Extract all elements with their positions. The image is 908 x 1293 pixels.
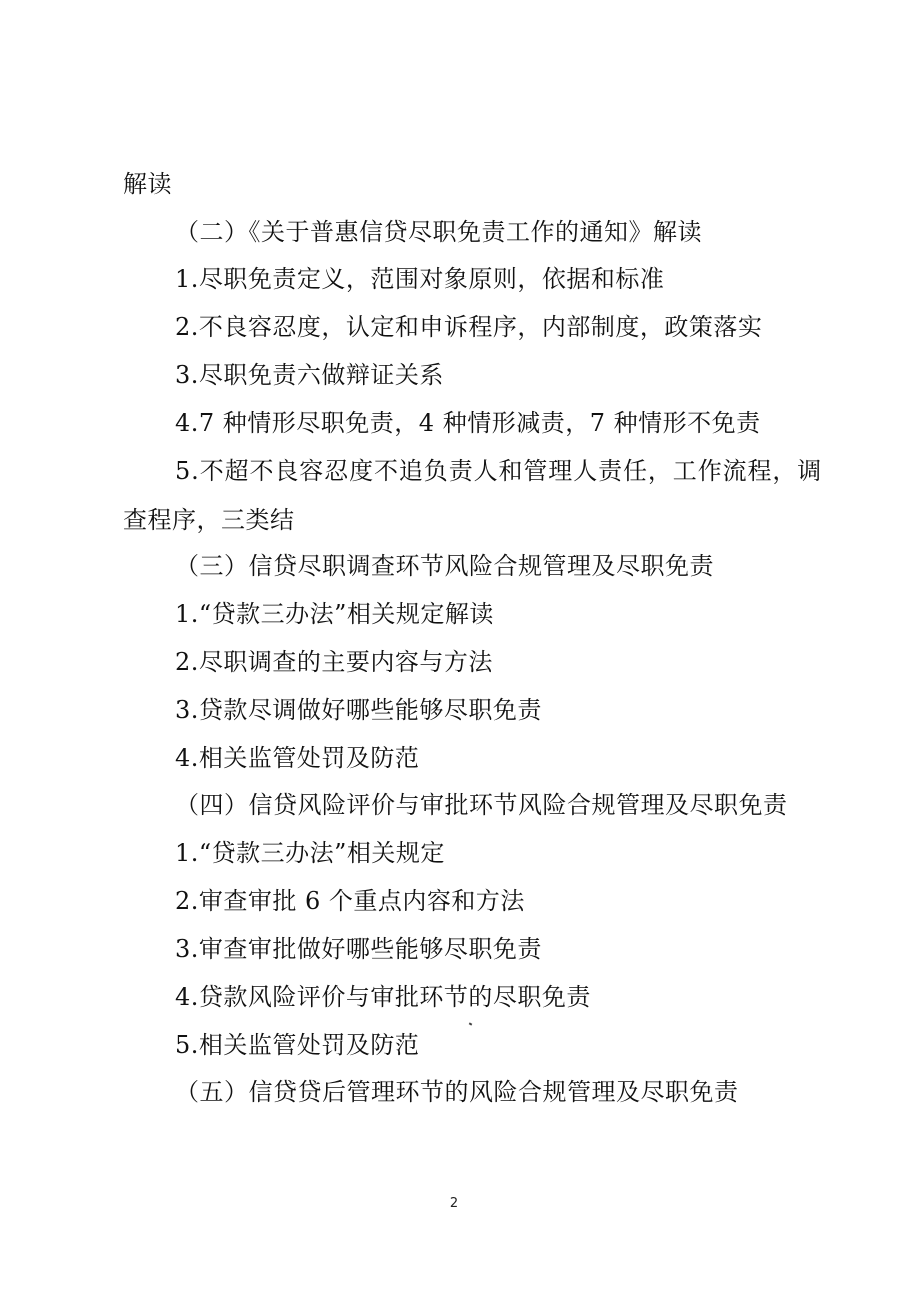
list-item: 2.尽职调查的主要内容与方法 [175,648,493,676]
list-item: 3.审查审批做好哪些能够尽职免责 [175,935,542,963]
list-item: 4.贷款风险评价与审批环节的尽职免责 [175,983,591,1011]
section-heading-3: （三）信贷尽职调查环节风险合规管理及尽职免责 [175,552,714,580]
section-heading-5: （五）信贷贷后管理环节的风险合规管理及尽职免责 [175,1078,739,1106]
list-item: 4.7 种情形尽职免责，4 种情形减责，7 种情形不免责 [175,409,761,437]
list-item: 1.尽职免责定义，范围对象原则，依据和标准 [175,265,665,293]
list-item: 3.贷款尽调做好哪些能够尽职免责 [175,696,542,724]
section-heading-4: （四）信贷风险评价与审批环节风险合规管理及尽职免责 [175,791,788,819]
list-item: 5.相关监管处罚及防范 [175,1031,420,1059]
list-item: 1.“贷款三办法”相关规定 [175,839,445,867]
list-item: 1.“贷款三办法”相关规定解读 [175,600,494,628]
list-item: 2.审查审批 6 个重点内容和方法 [175,887,525,915]
list-item: 2.不良容忍度，认定和申诉程序，内部制度，政策落实 [175,313,763,341]
scan-speck [469,1022,473,1025]
page-number: 2 [449,1196,459,1211]
list-item: 3.尽职免责六做辩证关系 [175,361,444,389]
text-line-continuation: 解读 [123,170,172,198]
list-item-continuation: 查程序，三类结 [123,506,295,534]
section-heading-2: （二）《关于普惠信贷尽职免责工作的通知》解读 [175,218,702,246]
list-item: 4.相关监管处罚及防范 [175,744,420,772]
list-item: 5.不超不良容忍度不追负责人和管理人责任，工作流程，调 [175,457,823,485]
